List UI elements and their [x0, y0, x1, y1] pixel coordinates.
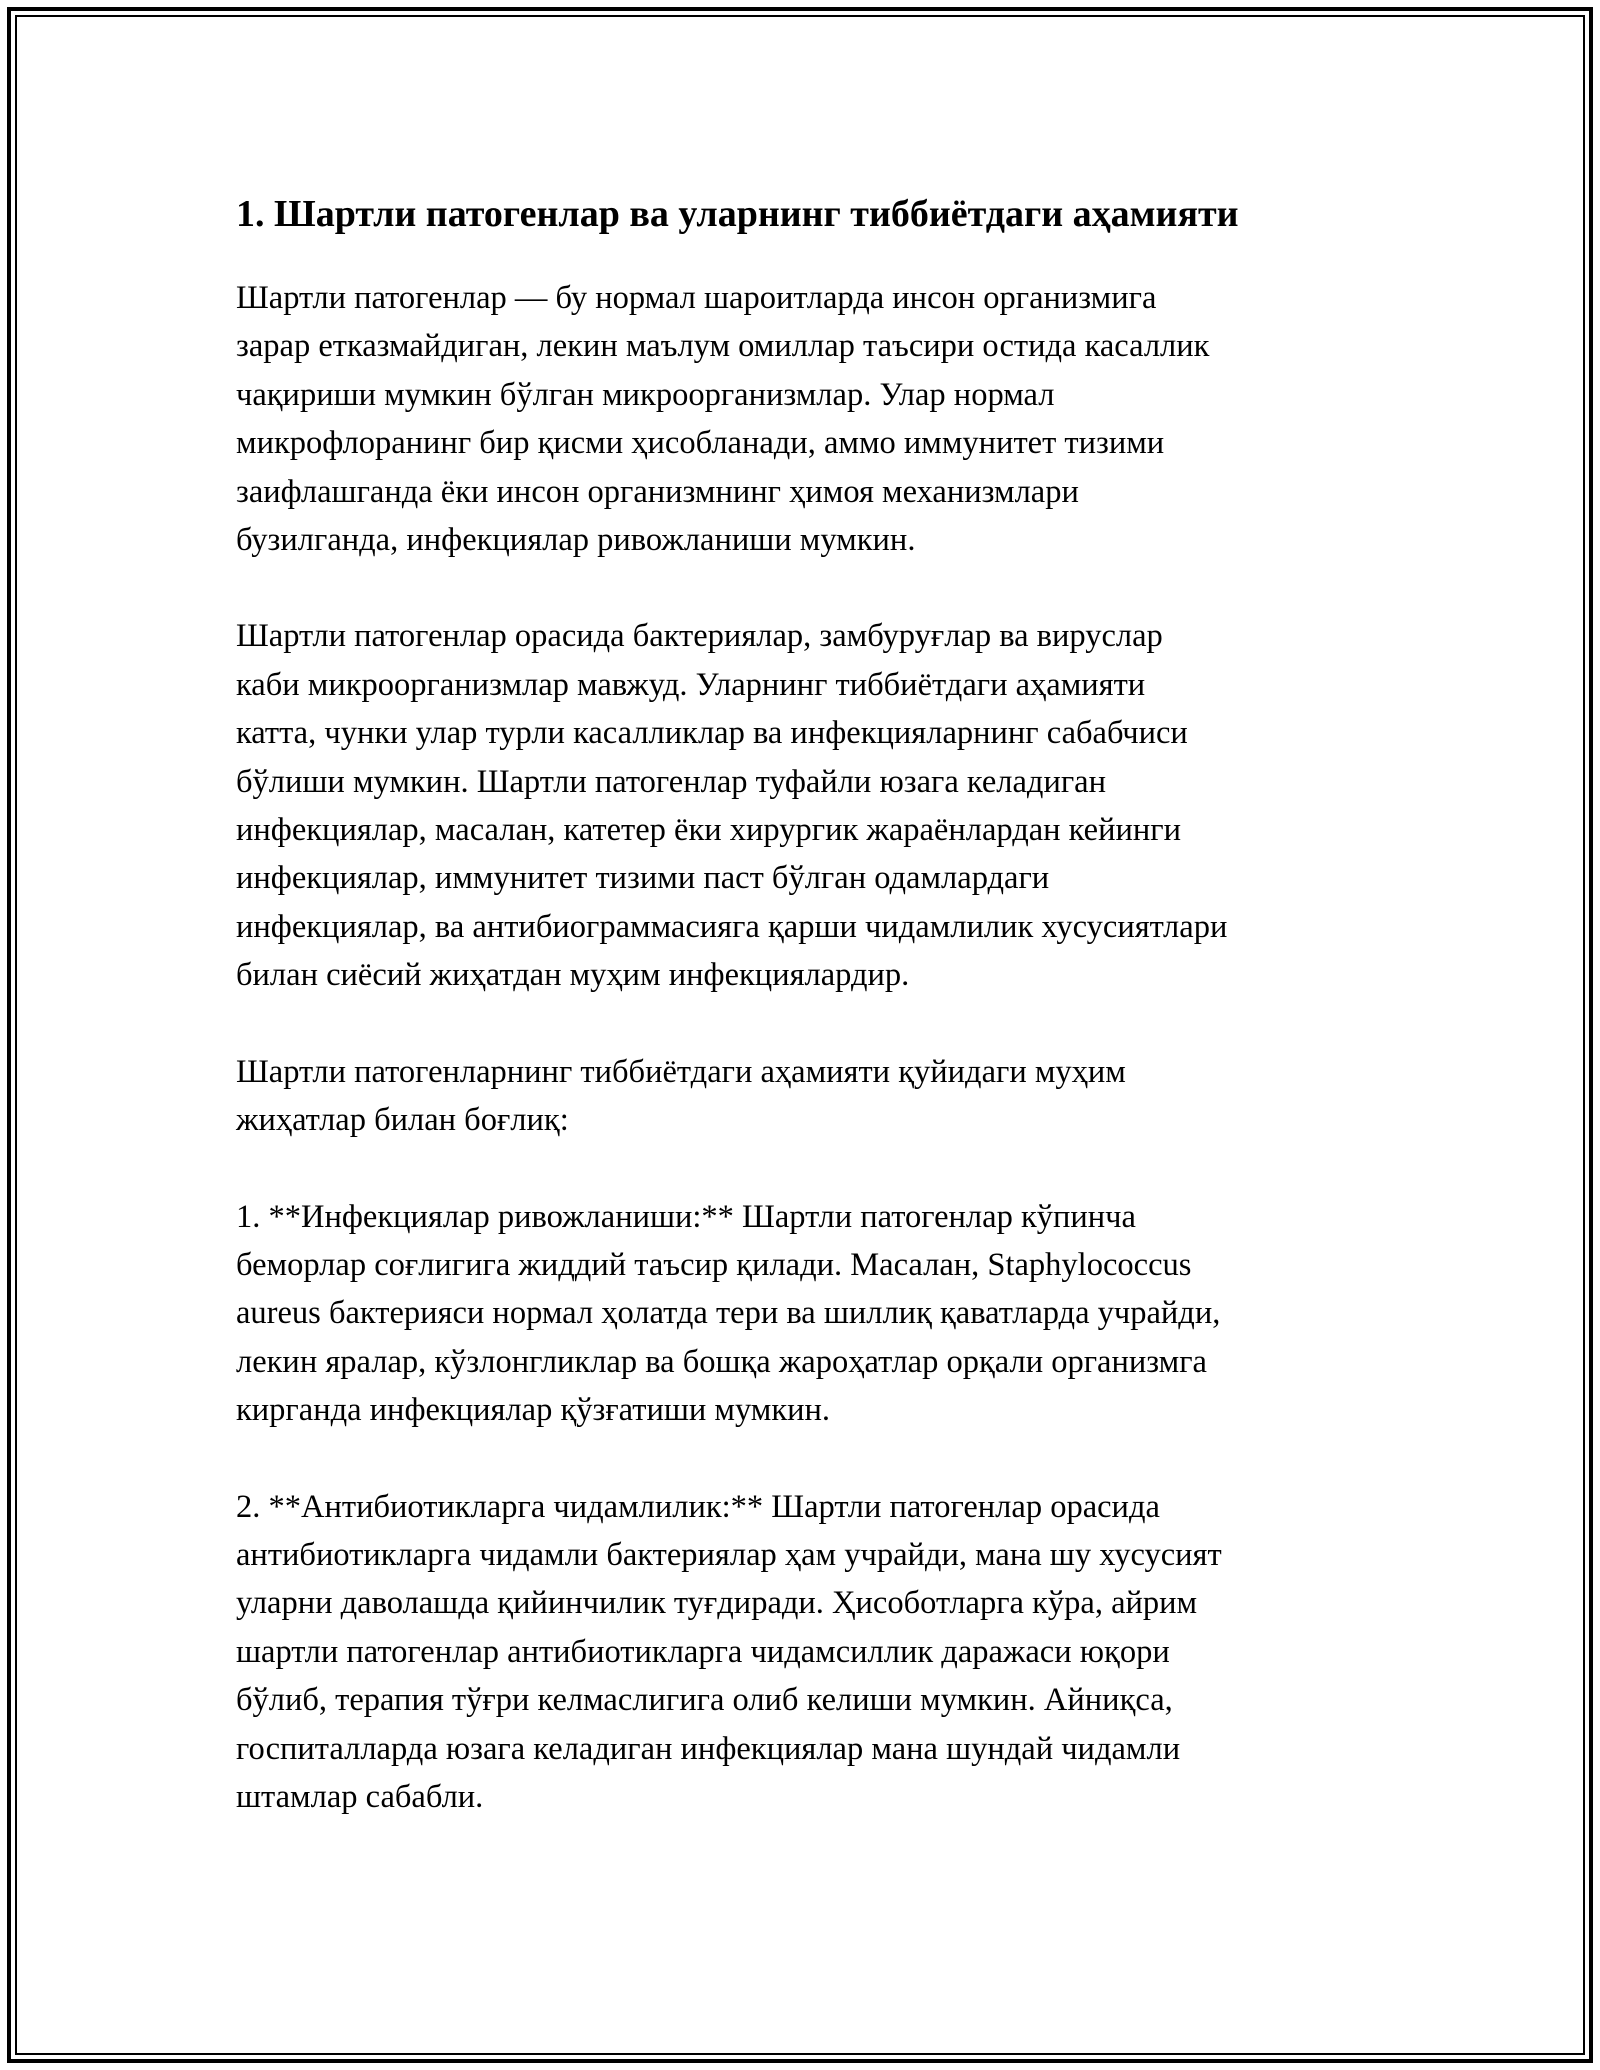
text-line: билан сиёсий жиҳатдан муҳим инфекциялардир. — [236, 957, 910, 994]
text-line: уларни даволашда қийинчилик туғдиради. Ҳисоботларга кўра, айрим — [236, 1585, 1198, 1622]
text-line: заифлашганда ёки инсон организмнинг ҳимоя механизмлари — [236, 473, 1079, 510]
text-line: кирганда инфекциялар қўзғатиши мумкин. — [236, 1392, 831, 1429]
text-line: 2. **Антибиотикларга чидамлилик:** Шартли патогенлар орасида — [236, 1488, 1160, 1525]
document-body — [236, 186, 1366, 1821]
text-line: бўлиб, терапия тўғри келмаслигига олиб келиши мумкин. Айниқса, — [236, 1682, 1173, 1719]
text-line: микрофлоранинг бир қисми ҳисобланади, аммо иммунитет тизими — [236, 425, 1165, 462]
text-line: катта, чунки улар турли касалликлар ва инфекцияларнинг сабабчиси — [236, 715, 1188, 752]
list-item-infections — [236, 1193, 1366, 1435]
text-line: Шартли патогенларнинг тиббиётдаги аҳамияти қуйидаги муҳим — [236, 1053, 1126, 1090]
text-line: антибиотикларга чидамли бактериялар ҳам учрайди, мана шу хусусият — [236, 1536, 1222, 1573]
text-line: беморлар соғлигига жиддий таъсир қилади. Масалан, Staphylococcus — [236, 1246, 1192, 1283]
text-line: шартли патогенлар антибиотикларга чидамсиллик даражаси юқори — [236, 1633, 1170, 1670]
text-line: инфекциялар, масалан, катетер ёки хирургик жараёнлардан кейинги — [236, 812, 1181, 849]
paragraph-intro-list — [236, 1048, 1366, 1145]
section-heading: 1. Шартли патогенлар ва уларнинг тиббиётдаги аҳамияти — [236, 193, 1239, 235]
text-line: aureus бактерияси нормал ҳолатда тери ва шиллиқ қаватларда учрайди, — [236, 1295, 1221, 1332]
text-line: 1. **Инфекциялар ривожланиши:** Шартли патогенлар кўпинча — [236, 1198, 1136, 1235]
text-line: штамлар сабабли. — [236, 1778, 484, 1815]
text-line: госпиталларда юзага келадиган инфекциялар мана шундай чидамли — [236, 1730, 1181, 1767]
text-line: инфекциялар, ва антибиограммасияга қарши чидамлилик хусусиятлари — [236, 908, 1228, 945]
list-item-resistance — [236, 1483, 1366, 1822]
text-line: бўлиши мумкин. Шартли патогенлар туфайли юзага келадиган — [236, 763, 1106, 800]
paragraph-types — [236, 612, 1366, 999]
text-line: чақириши мумкин бўлган микроорганизмлар. Улар нормал — [236, 376, 1055, 413]
text-line: Шартли патогенлар орасида бактериялар, замбуруғлар ва вируслар — [236, 618, 1163, 655]
text-line: жиҳатлар билан боғлиқ: — [236, 1102, 569, 1139]
text-line: Шартли патогенлар — бу нормал шароитларда инсон организмига — [236, 280, 1157, 316]
text-line: каби микроорганизмлар мавжуд. Уларнинг тиббиётдаги аҳамияти — [236, 666, 1146, 703]
text-line: инфекциялар, иммунитет тизими паст бўлган одамлардаги — [236, 860, 1050, 897]
paragraph-definition — [236, 274, 1366, 564]
text-line: зарар етказмайдиган, лекин маълум омиллар таъсири остида касаллик — [236, 328, 1210, 365]
text-line: бузилганда, инфекциялар ривожланиши мумкин. — [236, 522, 916, 559]
text-line: лекин яралар, кўзлонгликлар ва бошқа жароҳатлар орқали организмга — [236, 1343, 1207, 1380]
